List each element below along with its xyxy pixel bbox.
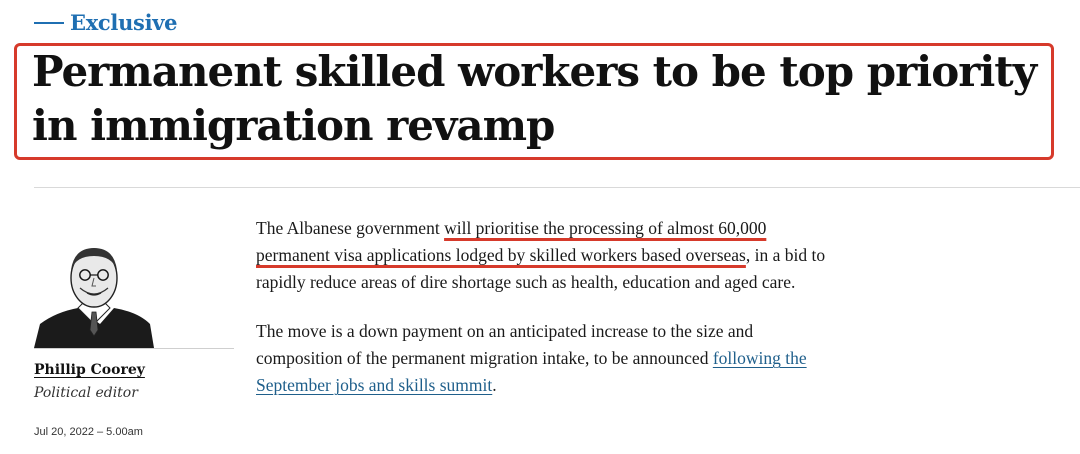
author-title: Political editor — [34, 385, 138, 401]
highlight-phrase-1: will prioritise the processing of almost 60,000 — [444, 218, 767, 238]
author-divider — [34, 348, 234, 349]
paragraph-1-tail: , in a bid to rapidly reduce areas of dire shortage such as health, education and aged care. — [256, 245, 826, 292]
summit-link[interactable]: following the September jobs and skills summit — [256, 348, 807, 395]
article-paragraph-2 — [256, 318, 836, 399]
header-divider — [34, 187, 1080, 188]
page-title: Permanent skilled workers to be top priority in immigration revamp — [32, 47, 1037, 150]
paragraph-1-lead: The Albanese government — [256, 218, 445, 238]
kicker-rule — [34, 22, 64, 24]
kicker-label[interactable]: Exclusive — [70, 10, 178, 35]
author-portrait-icon — [34, 240, 154, 348]
publish-date: Jul 20, 2022 – 5.00am — [34, 426, 143, 438]
highlight-phrase-2: permanent visa applications lodged by skilled workers based overseas — [256, 245, 746, 265]
paragraph-2-tail: . — [492, 375, 497, 395]
article-paragraph-1 — [256, 215, 836, 296]
paragraph-2-lead: The move is a down payment on an anticipated increase to the size and composition of the permanent migration intake, to be announced — [256, 321, 754, 368]
article-body — [256, 215, 836, 421]
kicker — [34, 10, 177, 35]
author-name-link[interactable]: Phillip Coorey — [34, 362, 145, 378]
